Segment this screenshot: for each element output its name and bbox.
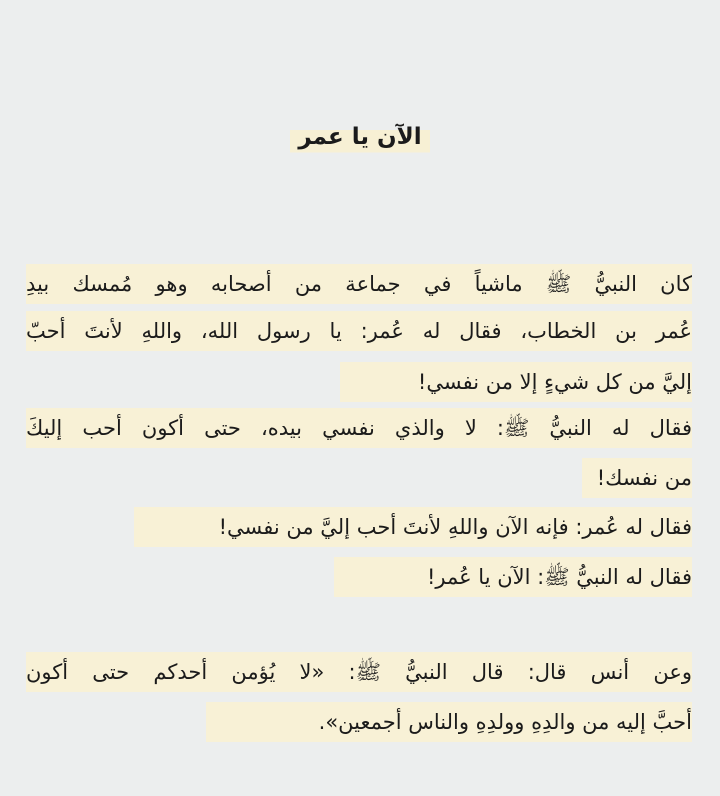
paragraph-1-line-3: إليَّ من كل شيءٍ إلا من نفسي!	[340, 362, 692, 402]
document-title: الآن يا عمر	[290, 120, 429, 154]
paragraph-5-line-1: وعن أنس قال: قال النبيُّ ﷺ: «لا يُؤمن أحدكم حتى أكون	[26, 652, 692, 692]
paragraph-1-line-1: كان النبيُّ ﷺ ماشياً في جماعة من أصحابه وهو مُمسك بيدِ	[26, 264, 692, 304]
paragraph-2-line-1: فقال له النبيُّ ﷺ: لا والذي نفسي بيده، حتى أكون أحب إليكَ	[26, 408, 692, 448]
paragraph-1-line-2: عُمر بن الخطاب، فقال له عُمر: يا رسول الله، واللهِ لأنتَ أحبّ	[26, 311, 692, 351]
paragraph-3-line-1: فقال له عُمر: فإنه الآن واللهِ لأنتَ أحب إليَّ من نفسي!	[134, 507, 692, 547]
document-title-wrapper	[0, 120, 720, 154]
paragraph-5-line-2: أحبَّ إليه من والدِهِ وولدِهِ والناس أجمعين».	[206, 702, 692, 742]
paragraph-4-line-1: فقال له النبيُّ ﷺ: الآن يا عُمر!	[334, 557, 692, 597]
paragraph-2-line-2: من نفسك!	[582, 458, 692, 498]
